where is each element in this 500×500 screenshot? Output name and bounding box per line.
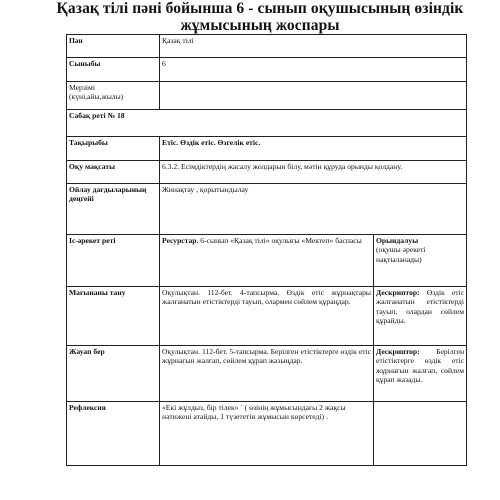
activity-3-descriptor [374,402,467,466]
activity-label: Іс-әрекет реті [67,235,160,287]
topic-label: Тақырыбы [67,137,160,161]
row-lesson [67,110,467,137]
activity-1-task: Оқулықтан. 112-бет. 4-тапсырма. Өздік етіс жұрнақтары жалғанатын етістіктерді тауып, олармен сөйлем құраңдар. [160,287,374,346]
row-subject [67,35,467,58]
descriptor-heading: Дескриптор: [376,347,420,356]
objective-value: 6.3.2. Есімдіктердің жасалу жолдарын білу, мәтін құруда орынды қолдану. [160,161,467,184]
resources-cell [160,235,374,287]
document-title [40,0,480,34]
resources-heading: Ресурстар. [162,236,199,245]
done-heading: Орындалуы [376,236,419,245]
activity-2-descriptor [374,346,467,402]
subject-value: Қазақ тілі [160,35,467,58]
subject-label: Пән [67,35,160,58]
activity-3-label: Рефлексия [67,402,160,466]
title-line-2: жұмысының жоспары [180,17,340,34]
table-row [67,287,467,346]
activity-2-task: Оқулықтан. 112-бет. 5-тапсырма. Берілген етістіктерге өздік етіс жұрнағын жалғап, сөйлем құрап жазыңдар. [160,346,374,402]
row-thinking [67,184,467,235]
lesson-number: Сабақ реті № 18 [67,110,467,137]
grade-label: Сыныбы [67,58,160,82]
descriptor-heading: Дескриптор: [376,288,420,297]
deadline-label-cell [67,82,160,110]
table-row [67,402,467,466]
thinking-label: Ойлау дағдыларының деңгейі [67,184,160,235]
descriptor-text: Берілген етістіктерге өздік етіс жұрнағын жалғап, сөйлем құрап жазады. [376,347,465,385]
done-note: (оқушы әрекеті нақтыланады) [376,245,426,264]
deadline-value [160,82,467,110]
descriptor-text: Өздік етіс жалғанатын етістіктерді тауып, олардан сөйлем құрайды. [376,288,465,326]
deadline-sublabel: (күні,айы,жылы) [69,92,124,102]
deadline-label: Мерзімі [69,83,95,92]
resources-text: 6-сынып «Қазақ тілі» оқулығы «Мектеп» баспасы [198,236,362,245]
topic-value: Етіс. Өздік етіс. Өзгелік етіс. [160,137,467,161]
row-grade [67,58,467,82]
row-objective [67,161,467,184]
activity-1-label: Мағынаны тану [67,287,160,346]
row-deadline [67,82,467,110]
done-cell [374,235,467,287]
grade-value: 6 [160,58,467,82]
row-topic [67,137,467,161]
activity-3-task: «Екі жұлдыз, бір тілек» ` ( өзінің жұмысындағы 2 жақсы нәтижені атайды, 1 түзететін жұмысын көрсетеді) . [160,402,374,466]
activity-2-label: Жауап бер [67,346,160,402]
objective-label: Оқу мақсаты [67,161,160,184]
title-line-1: Қазақ тілі пәні бойынша 6 - сынып оқушысының өзіндік [56,0,464,17]
row-activity-header [67,235,467,287]
table-row [67,346,467,402]
thinking-value: Жинақтау , қорытындылау [160,184,467,235]
lesson-plan-table [66,34,467,466]
activity-1-descriptor [374,287,467,346]
